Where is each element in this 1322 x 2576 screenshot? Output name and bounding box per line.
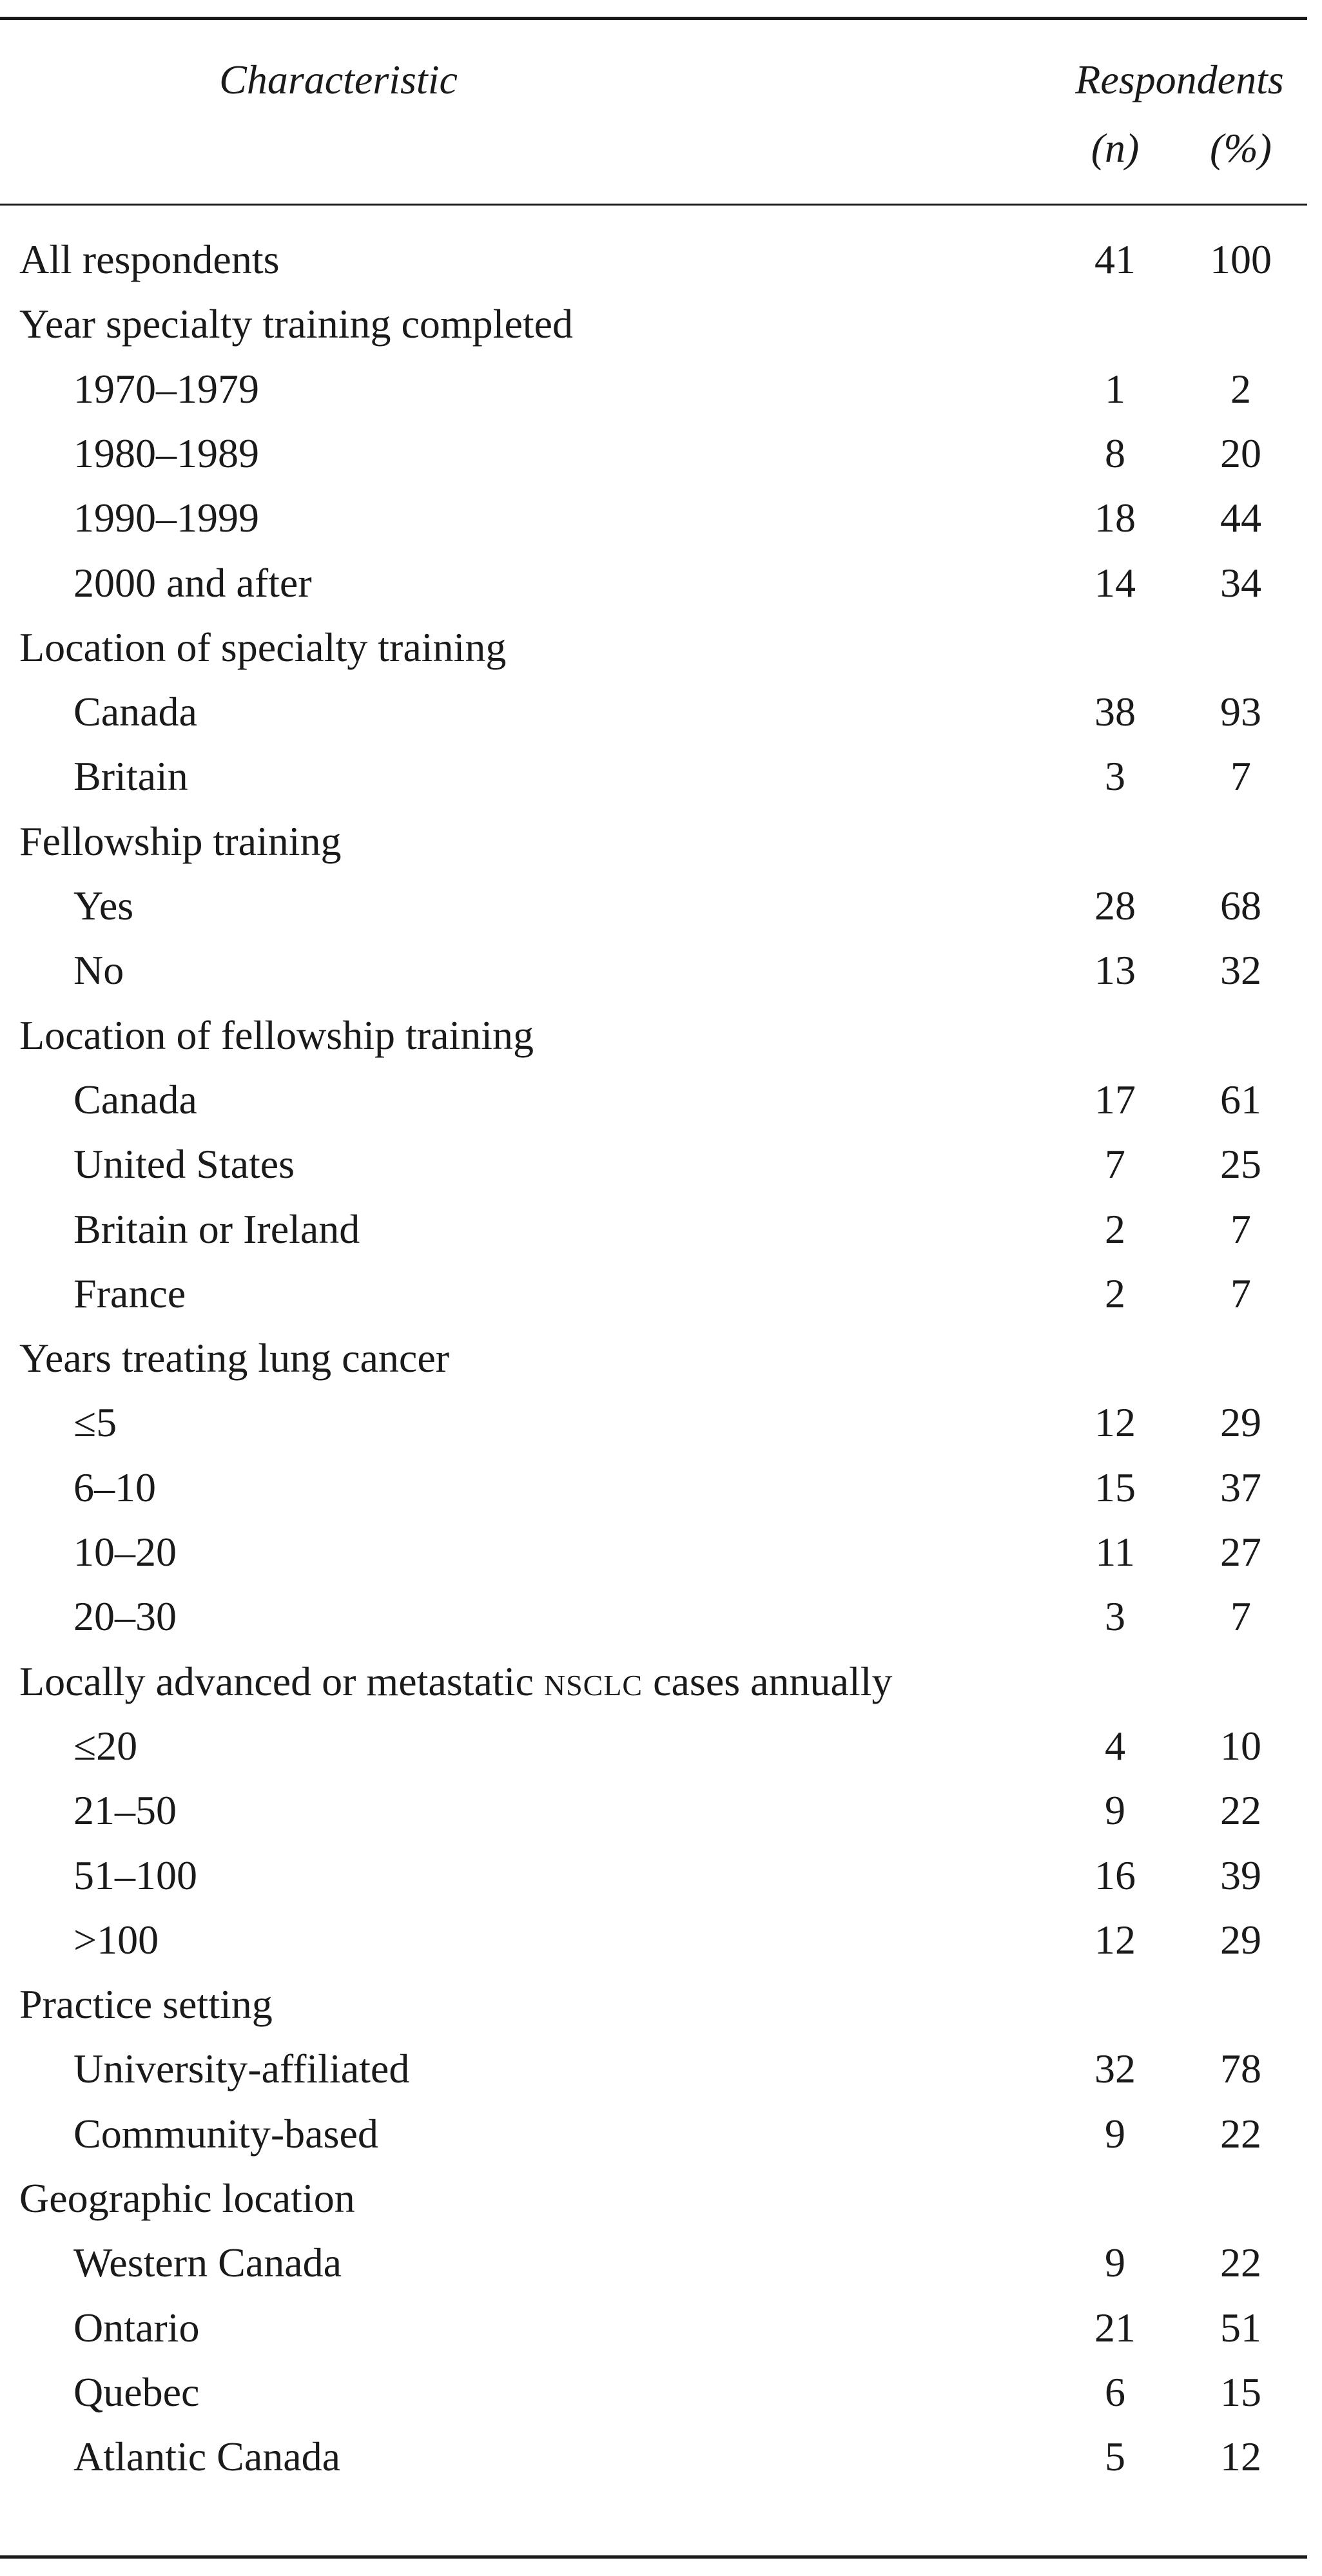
cell-n: 28	[1094, 883, 1136, 928]
table-row-category	[0, 291, 1322, 357]
table-row-category	[0, 2166, 1322, 2231]
row-label-abbrev: NSCLC	[543, 1668, 643, 1702]
table-row	[0, 2036, 1322, 2102]
table-row-category	[0, 1003, 1322, 1068]
table-row-category	[0, 227, 1322, 293]
cell-n: 9	[1105, 2240, 1125, 2286]
row-label-tail: cases annually	[653, 1658, 893, 1704]
table-row	[0, 421, 1322, 486]
cell-n: 16	[1094, 1852, 1136, 1898]
table-row	[0, 1778, 1322, 1843]
table-row	[0, 356, 1322, 422]
row-label: Western Canada	[73, 2240, 342, 2286]
cell-percent: 29	[1220, 1916, 1261, 1963]
cell-n: 4	[1105, 1722, 1125, 1769]
table-row	[0, 1713, 1322, 1779]
cell-n: 9	[1105, 2110, 1125, 2157]
row-label: 10–20	[73, 1529, 177, 1575]
cell-percent: 68	[1220, 883, 1261, 928]
table-row-category	[0, 1649, 1322, 1715]
row-label	[19, 1649, 893, 1718]
cell-percent: 44	[1220, 495, 1261, 541]
table-row	[0, 1261, 1322, 1327]
header-rule	[0, 204, 1307, 206]
table-row	[0, 2101, 1322, 2167]
cell-percent: 29	[1220, 1399, 1261, 1446]
cell-percent: 7	[1230, 753, 1251, 800]
cell-percent: 61	[1220, 1076, 1261, 1122]
row-label: 20–30	[73, 1593, 177, 1640]
cell-percent: 12	[1220, 2434, 1261, 2480]
cell-percent: 25	[1220, 1141, 1261, 1187]
row-label: University-affiliated	[73, 2046, 410, 2092]
table-row	[0, 1455, 1322, 1521]
row-label: Geographic location	[19, 2175, 355, 2221]
row-label: Britain	[73, 753, 188, 800]
table-row	[0, 1907, 1322, 1973]
cell-n: 9	[1105, 1787, 1125, 1834]
table-row	[0, 2230, 1322, 2296]
table-row	[0, 1067, 1322, 1133]
table-row	[0, 2360, 1322, 2425]
row-label-text: Locally advanced or metastatic	[19, 1658, 534, 1704]
row-label: 1990–1999	[73, 495, 259, 541]
cell-percent: 100	[1210, 236, 1272, 282]
row-label: All respondents	[19, 236, 280, 282]
table-row	[0, 873, 1322, 939]
cell-n: 5	[1105, 2434, 1125, 2480]
cell-n: 17	[1094, 1076, 1136, 1122]
row-label: Canada	[73, 689, 197, 735]
row-label: 2000 and after	[73, 559, 312, 606]
top-rule	[0, 17, 1307, 20]
row-label: Britain or Ireland	[73, 1206, 360, 1252]
cell-percent: 7	[1230, 1206, 1251, 1252]
cell-percent: 22	[1220, 2240, 1261, 2286]
row-label: Years treating lung cancer	[19, 1335, 450, 1381]
row-label: Canada	[73, 1076, 197, 1122]
table-row	[0, 1843, 1322, 1908]
cell-n: 3	[1105, 1593, 1125, 1640]
cell-n: 7	[1105, 1141, 1125, 1187]
table-row	[0, 1131, 1322, 1197]
cell-n: 14	[1094, 559, 1136, 606]
table-row	[0, 485, 1322, 551]
cell-n: 2	[1105, 1270, 1125, 1316]
cell-n: 12	[1094, 1916, 1136, 1963]
table-row	[0, 1584, 1322, 1649]
cell-n: 32	[1094, 2046, 1136, 2092]
row-label: 1980–1989	[73, 430, 259, 476]
row-label: Yes	[73, 883, 134, 928]
cell-percent: 37	[1220, 1464, 1261, 1510]
cell-percent: 10	[1220, 1722, 1261, 1769]
table-row-category	[0, 615, 1322, 680]
cell-n: 8	[1105, 430, 1125, 476]
table-row-category	[0, 1325, 1322, 1391]
cell-percent: 93	[1220, 689, 1261, 735]
cell-n: 13	[1094, 947, 1136, 994]
row-label: Year specialty training completed	[19, 301, 574, 347]
row-label: Community-based	[73, 2110, 378, 2157]
table-row	[0, 744, 1322, 809]
header-characteristic: Characteristic	[219, 57, 458, 102]
cell-n: 11	[1095, 1529, 1135, 1575]
row-label: Ontario	[73, 2304, 200, 2350]
row-label: 21–50	[73, 1787, 177, 1834]
header-percent: (%)	[1210, 125, 1272, 171]
row-label: 1970–1979	[73, 365, 259, 412]
cell-n: 15	[1094, 1464, 1136, 1510]
table-row	[0, 550, 1322, 616]
cell-percent: 27	[1220, 1529, 1261, 1575]
table-row	[0, 2295, 1322, 2361]
cell-percent: 32	[1220, 947, 1261, 994]
cell-percent: 15	[1220, 2369, 1261, 2415]
cell-percent: 39	[1220, 1852, 1261, 1898]
row-label: Quebec	[73, 2369, 200, 2415]
row-label: No	[73, 947, 124, 994]
cell-n: 3	[1105, 753, 1125, 800]
row-label: United States	[73, 1141, 295, 1187]
cell-n: 12	[1094, 1399, 1136, 1446]
row-label: Practice setting	[19, 1981, 273, 2028]
row-label: Location of fellowship training	[19, 1012, 534, 1058]
row-label: ≤5	[73, 1399, 117, 1446]
table-row-category	[0, 809, 1322, 874]
cell-percent: 2	[1230, 365, 1251, 412]
row-label: Atlantic Canada	[73, 2434, 341, 2480]
cell-n: 18	[1094, 495, 1136, 541]
cell-percent: 7	[1230, 1270, 1251, 1316]
row-label: France	[73, 1270, 186, 1316]
cell-percent: 78	[1220, 2046, 1261, 2092]
table-row	[0, 679, 1322, 745]
cell-percent: 22	[1220, 1787, 1261, 1834]
row-label: ≤20	[73, 1722, 138, 1769]
table-row	[0, 937, 1322, 1003]
cell-percent: 51	[1220, 2304, 1261, 2350]
cell-percent: 20	[1220, 430, 1261, 476]
cell-n: 41	[1094, 236, 1136, 282]
row-label: 51–100	[73, 1852, 197, 1898]
row-label: >100	[73, 1916, 159, 1963]
header-respondents: Respondents	[1075, 57, 1284, 102]
row-label: 6–10	[73, 1464, 156, 1510]
cell-n: 6	[1105, 2369, 1125, 2415]
cell-n: 21	[1094, 2304, 1136, 2350]
table-row-category	[0, 1972, 1322, 2037]
bottom-rule	[0, 2555, 1307, 2559]
row-label: Fellowship training	[19, 818, 342, 864]
cell-n: 38	[1094, 689, 1136, 735]
cell-percent: 34	[1220, 559, 1261, 606]
row-label: Location of specialty training	[19, 624, 507, 670]
cell-n: 2	[1105, 1206, 1125, 1252]
cell-percent: 22	[1220, 2110, 1261, 2157]
table-row	[0, 2424, 1322, 2490]
table-row	[0, 1519, 1322, 1585]
table-row	[0, 1390, 1322, 1456]
header-n: (n)	[1091, 125, 1140, 171]
cell-n: 1	[1105, 365, 1125, 412]
table-row	[0, 1197, 1322, 1262]
cell-percent: 7	[1230, 1593, 1251, 1640]
